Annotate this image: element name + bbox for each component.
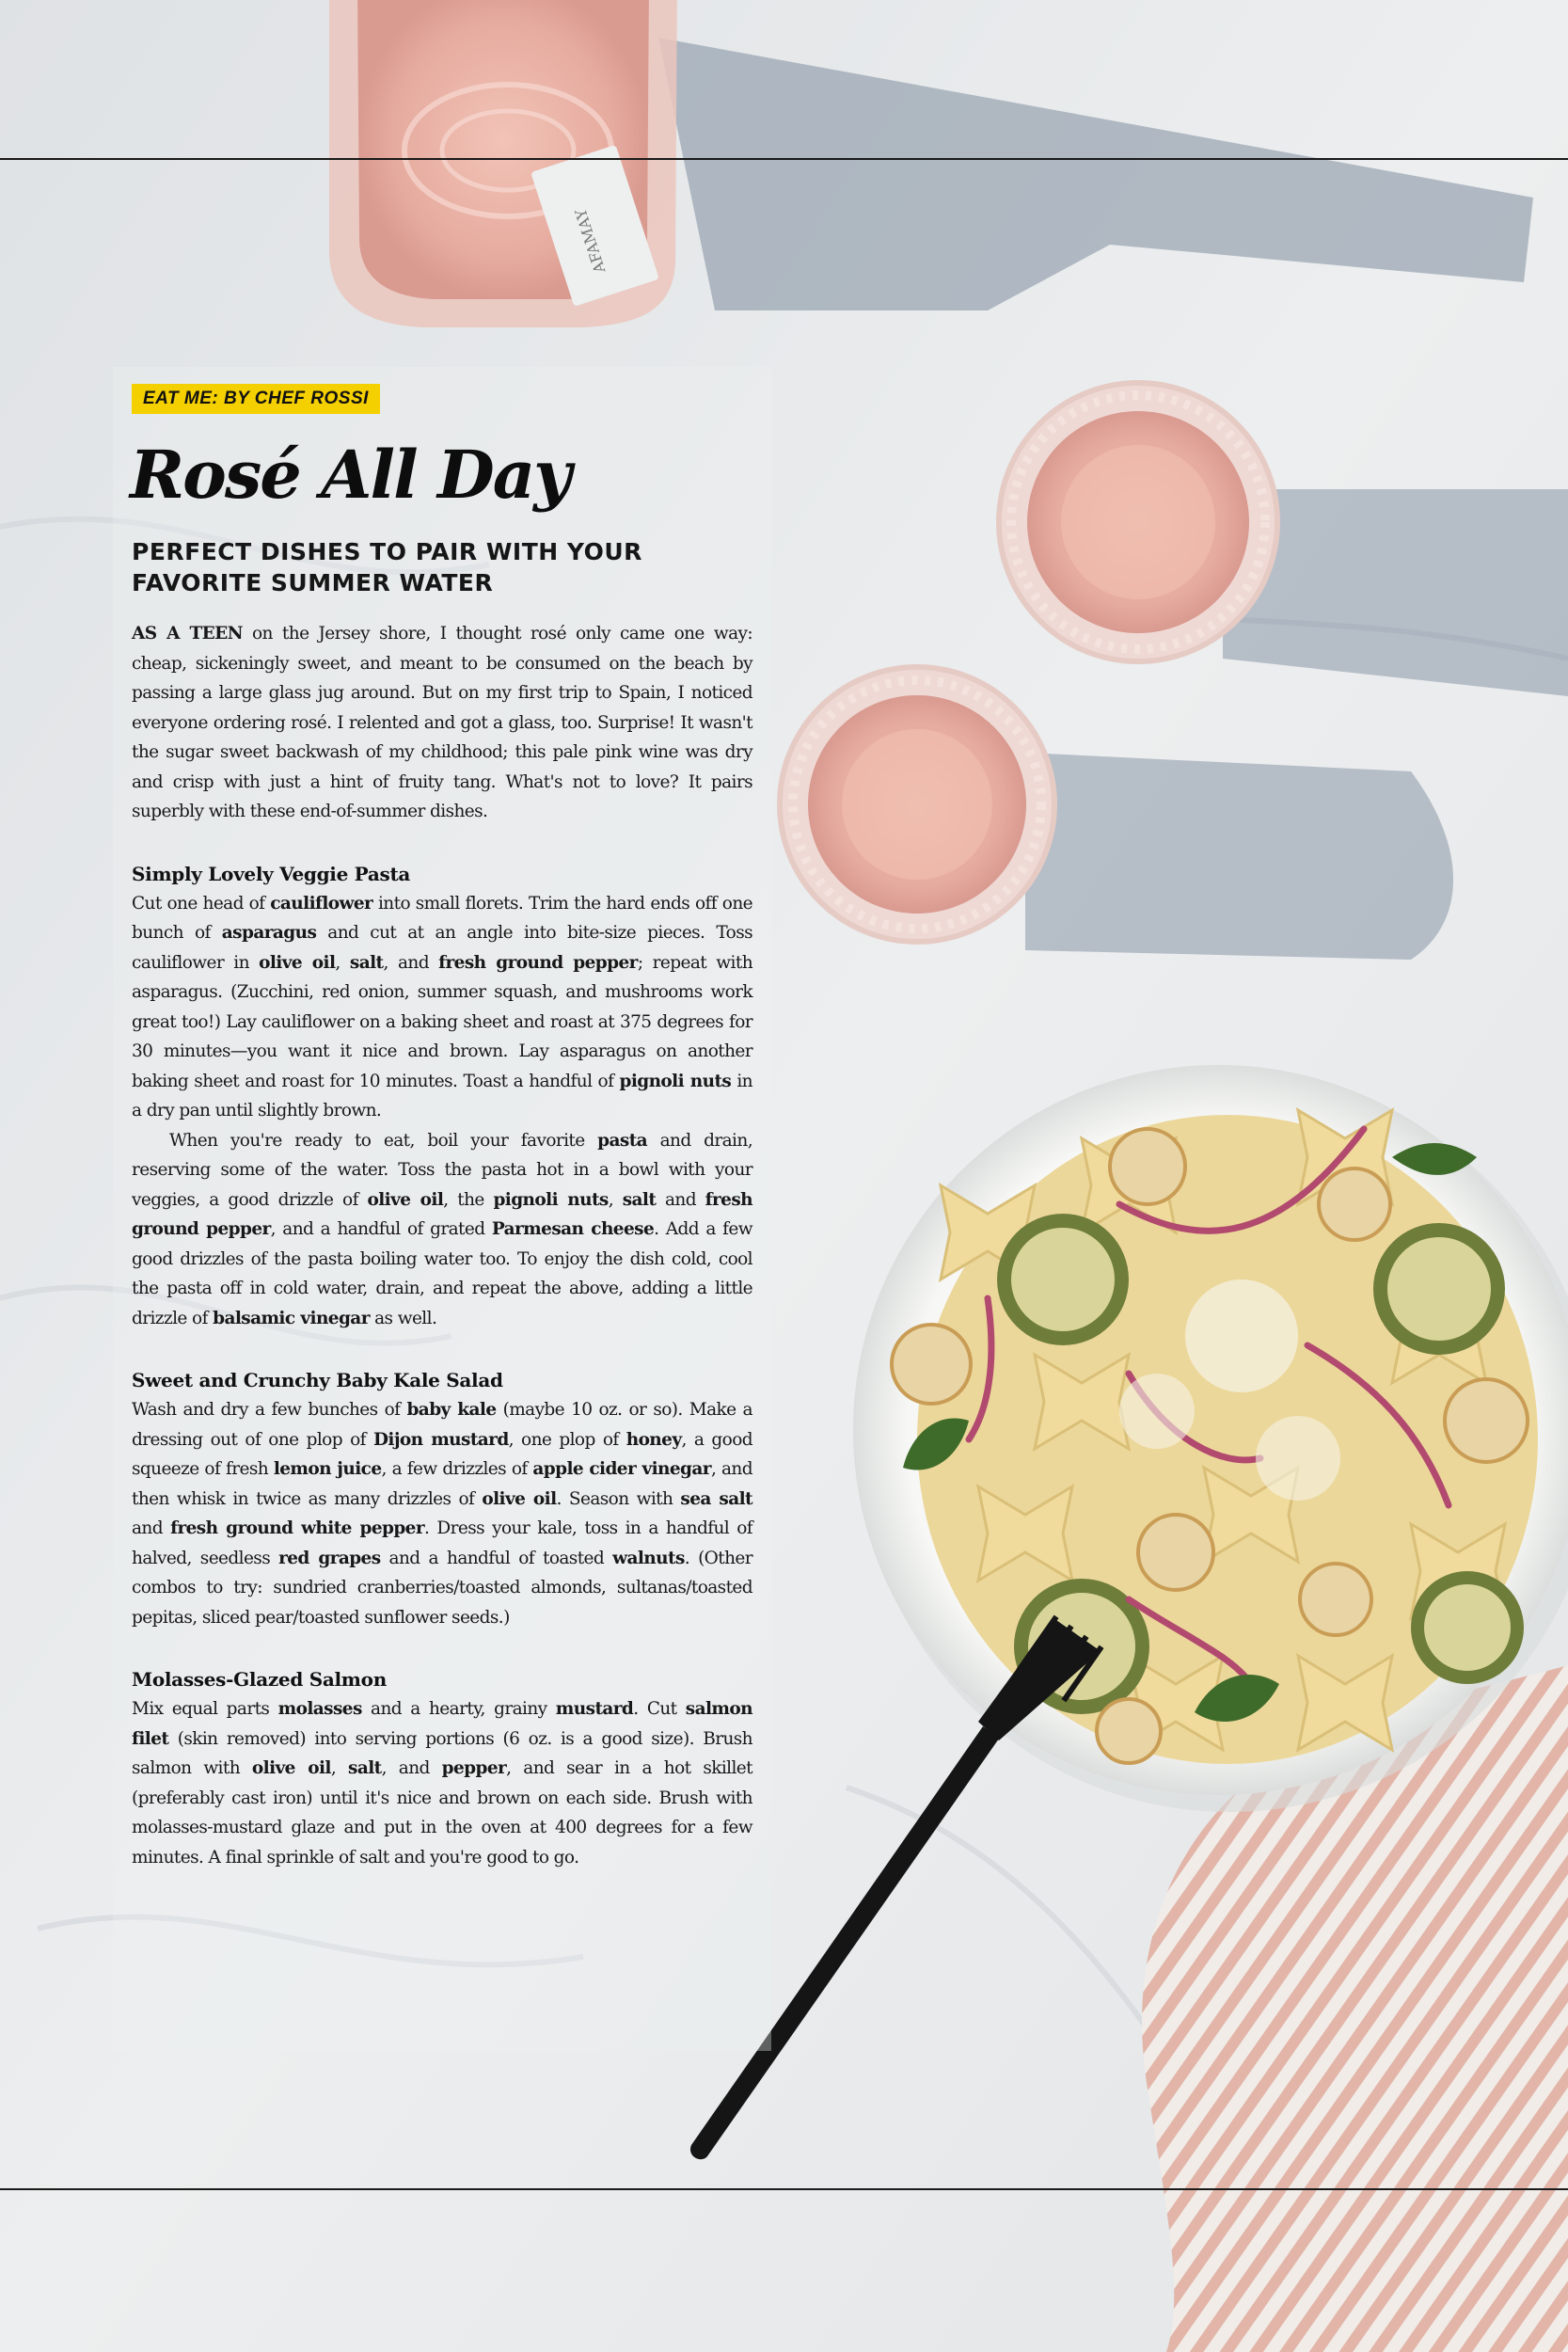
body-text: Wash and dry a few bunches of [132, 1400, 407, 1420]
ingredient: fresh ground pepper [132, 1189, 752, 1239]
body-text: . Cut [633, 1699, 686, 1719]
ingredient: pignoli nuts [619, 1071, 732, 1091]
ingredient: Dijon mustard [372, 1429, 509, 1450]
intro-paragraph [132, 619, 752, 827]
body-text: ; repeat with asparagus. (Zucchini, red onion, summer squash, and mushrooms work great too!) Lay cauliflower on a baking sheet and roast at 375 degrees for 30 minutes—you want it nice and brown. Lay asparagus on another baking sheet and roast for 10 minutes. Toast a handful of [132, 952, 753, 1091]
intro-text: on the Jersey shore, I thought rosé only came one way: cheap, sickeningly sweet, and meant to be consumed on the beach by passing a large glass jug around. But on my first trip to Spain, I noticed everyone ordering rosé. I relented and got a glass, too. Surprise! It wasn't the sugar sweet backwash of my childhood; this pale pink wine was dry and crisp with just a hint of fruity tang. What's not to love? It pairs superbly with these end-of-summer dishes. [132, 624, 752, 821]
body-text: . Season with [556, 1488, 681, 1509]
body-text: , [335, 952, 350, 973]
recipe-paragraph [132, 1395, 752, 1632]
ingredient: walnuts [612, 1548, 685, 1568]
ingredient: salt [622, 1189, 657, 1210]
ingredient: fresh ground pepper [438, 952, 638, 973]
ingredient: molasses [277, 1699, 362, 1719]
glass-shadow-2 [1025, 753, 1453, 960]
body-text: , and [381, 1758, 442, 1778]
recipe-title: Molasses-Glazed Salmon [132, 1668, 387, 1691]
recipe-paragraph [132, 889, 752, 1126]
recipe-veggie-pasta [132, 859, 752, 1334]
article [132, 384, 752, 1872]
body-text: , and [383, 952, 439, 973]
body-text: (maybe 10 oz. or so). Make a dressing out of one plop of [132, 1400, 752, 1450]
body-text: . Add a few good drizzles of the pasta boiling water too. To enjoy the dish cold, cool the pasta off in cold water, drain, and repeat the above, adding a little drizzle of [132, 1219, 752, 1328]
recipe-paragraph [132, 1694, 752, 1872]
recipe-title: Simply Lovely Veggie Pasta [132, 862, 411, 885]
body-text: . (Other combos to try: sundried cranberries/toasted almonds, sultanas/toasted pepitas, sliced pear/toasted sunflower seeds.) [132, 1548, 752, 1628]
ingredient: pignoli nuts [493, 1189, 609, 1210]
ingredient: pepper [441, 1758, 507, 1778]
body-text: Mix equal parts [132, 1699, 278, 1719]
rose-bottle [329, 0, 677, 327]
ingredient: lemon juice [273, 1459, 382, 1479]
body-text: and cut at an angle into bite-size pieces. Toss cauliflower in [132, 923, 752, 973]
ingredient: sea salt [680, 1488, 752, 1509]
ingredient: honey [626, 1429, 682, 1450]
body-text: , a good squeeze of fresh [132, 1429, 752, 1479]
ingredient: pasta [597, 1130, 648, 1151]
body-text: and a handful of toasted [380, 1548, 613, 1568]
ingredient: mustard [555, 1699, 634, 1719]
body-text: (skin removed) into serving portions (6 oz. is a good size). Brush salmon with [132, 1728, 752, 1778]
ingredient: olive oil [251, 1758, 331, 1778]
rose-glass-bottom [780, 667, 1054, 942]
dek: PERFECT DISHES TO PAIR WITH YOUR FAVORITE SUMMER WATER [132, 538, 642, 596]
recipe-paragraph [132, 1126, 752, 1334]
body-text: and [656, 1189, 705, 1210]
body-text: . Dress your kale, toss in a handful of halved, seedless [132, 1518, 752, 1568]
body-text: in a dry pan until slightly brown. [132, 1071, 752, 1120]
body-text: into small florets. Trim the hard ends off one bunch of [132, 893, 752, 943]
body-text: as well. [369, 1308, 437, 1328]
body-text: , the [443, 1189, 494, 1210]
headline: Rosé All Day [130, 436, 570, 514]
ingredient: olive oil [482, 1488, 557, 1509]
ingredient: baby kale [406, 1400, 497, 1420]
ingredient: salt [348, 1758, 382, 1778]
body-text: Cut one head of [132, 893, 271, 914]
body-text: , a few drizzles of [381, 1459, 533, 1479]
body-text: and [132, 1518, 171, 1538]
ingredient: salmon filet [132, 1699, 752, 1749]
body-text: , one plop of [508, 1429, 626, 1450]
body-text: and a hearty, grainy [361, 1699, 556, 1719]
top-rule [0, 158, 1568, 160]
ingredient: cauliflower [270, 893, 373, 914]
ingredient: apple cider vinegar [532, 1459, 711, 1479]
ingredient: salt [349, 952, 384, 973]
body-text: , [330, 1758, 349, 1778]
body-text: When you're ready to eat, boil your favorite [169, 1130, 598, 1151]
column-kicker: EAT ME: BY CHEF ROSSI [132, 384, 380, 414]
body-text: , and sear in a hot skillet (preferably cast iron) until it's nice and brown on each side. Brush with molasses-mustard glaze and put in the oven at 400 degrees for a few minutes. A final sprinkle of salt and you're good to go. [132, 1758, 752, 1867]
bottom-rule [0, 2188, 1568, 2190]
bottle-label-text: AFAMAY [571, 206, 610, 276]
ingredient: asparagus [221, 923, 317, 943]
ingredient: olive oil [367, 1189, 444, 1210]
body-text: , and then whisk in twice as many drizzles of [132, 1459, 752, 1509]
body-text: and drain, reserving some of the water. Toss the pasta hot in a bowl with your veggies, a good drizzle of [132, 1130, 752, 1210]
rose-glass-top [999, 383, 1277, 661]
ingredient: balsamic vinegar [213, 1308, 370, 1328]
body-text: , and a handful of grated [270, 1219, 492, 1239]
ingredient: olive oil [259, 952, 336, 973]
recipe-kale-salad [132, 1365, 752, 1632]
recipe-glazed-salmon [132, 1664, 752, 1872]
recipe-title: Sweet and Crunchy Baby Kale Salad [132, 1369, 503, 1391]
ingredient: red grapes [278, 1548, 381, 1568]
intro-lead: AS A TEEN [132, 624, 243, 644]
body-text: , [608, 1189, 623, 1210]
ingredient: Parmesan cheese [491, 1219, 655, 1239]
ingredient: fresh ground white pepper [170, 1518, 424, 1538]
